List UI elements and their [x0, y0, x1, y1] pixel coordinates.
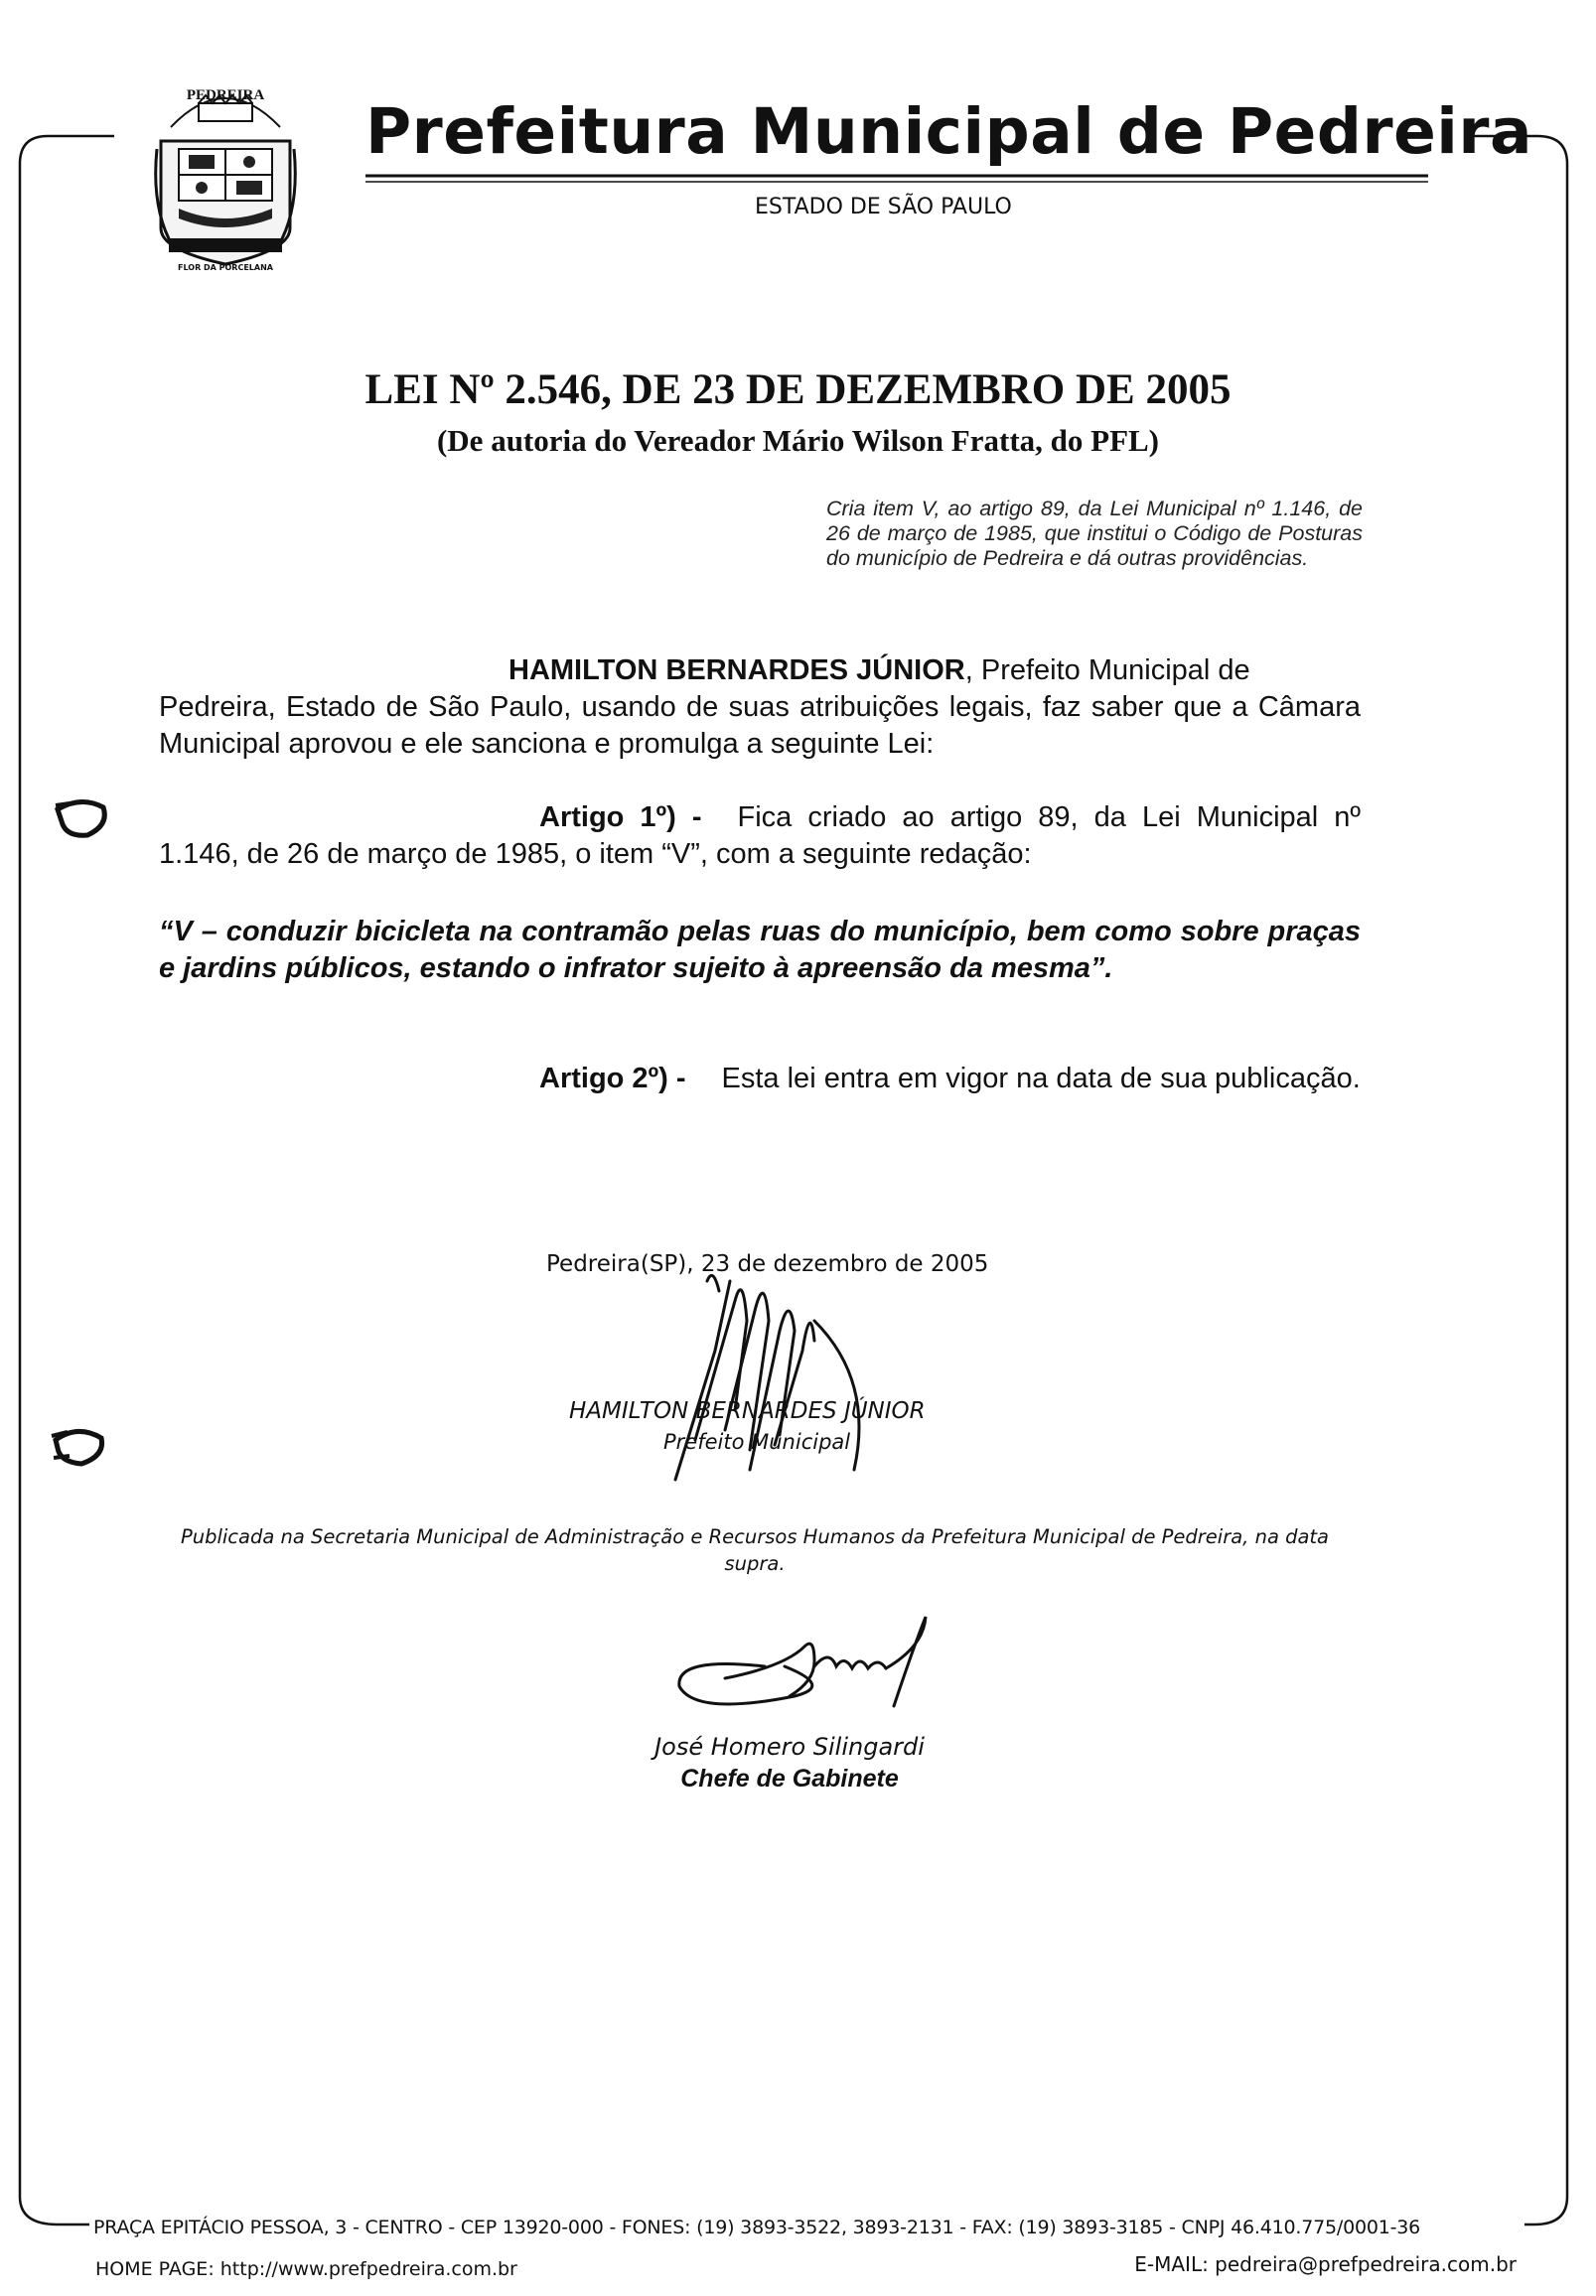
mayor-signature-name: HAMILTON BERNARDES JÚNIOR [569, 1398, 926, 1424]
law-ementa: Cria item V, ao artigo 89, da Lei Municipal nº 1.146, de 26 de março de 1985, que institui o Código de Posturas do município de Pedreira e dá outras providências. [826, 497, 1363, 570]
chief-handwritten-signature [665, 1607, 953, 1726]
article-1-text: Fica criado ao artigo 89, da Lei Municipal nº 1.146, de 26 de março de 1985, o item “V”, com a seguinte redação: [159, 801, 1361, 870]
mayor-handwritten-signature [616, 1261, 914, 1490]
quoted-item-v: “V – conduzir bicicleta na contramão pelas ruas do município, bem como sobre praças e jardins públicos, estando o infrator sujeito à apreensão da mesma”. [159, 916, 1361, 984]
enactment-paragraph [159, 652, 1361, 763]
chief-role: Chefe de Gabinete [680, 1765, 899, 1793]
article-1 [159, 799, 1361, 873]
law-author: (De autoria do Vereador Mário Wilson Fratta, do PFL) [436, 423, 1160, 458]
enactment-rest: Pedreira, Estado de São Paulo, usando de suas atribuições legais, faz saber que a Câmara Municipal aprovou e ele sanciona e promulga a seguinte Lei: [159, 691, 1361, 760]
punch-hole-mark-bottom [48, 1418, 111, 1474]
crest-text: PEDREIRA [186, 87, 265, 103]
publication-note: Publicada na Secretaria Municipal de Administração e Recursos Humanos da Prefeitura Municipal de Pedreira, na data supra. [180, 1525, 1330, 1575]
office-subtitle: ESTADO DE SÃO PAULO [755, 195, 1012, 219]
article-1-label: Artigo 1º) - [539, 801, 702, 833]
municipal-crest-logo [151, 70, 300, 278]
article-2 [159, 1061, 1361, 1097]
crest-motto: FLOR DA PORCELANA [178, 263, 273, 272]
footer-address: PRAÇA EPITÁCIO PESSOA, 3 - CENTRO - CEP 13920-000 - FONES: (19) 3893-3522, 3893-2131 - FAX: (19) 3893-3185 - CNPJ 46.410.775/0001-36 [93, 2217, 1421, 2238]
article-2-label: Artigo 2º) - [539, 1063, 686, 1094]
chief-name: José Homero Silingardi [654, 1733, 925, 1761]
footer-home-page[interactable]: HOME PAGE: http://www.prefpedreira.com.br [95, 2258, 517, 2280]
enactment-line1-rest: , Prefeito Municipal de [964, 654, 1250, 686]
mayor-name: HAMILTON BERNARDES JÚNIOR [508, 654, 965, 686]
article-2-text: Esta lei entra em vigor na data de sua publicação. [721, 1063, 1361, 1094]
place-and-date: Pedreira(SP), 23 de dezembro de 2005 [546, 1251, 989, 1277]
office-title: Prefeitura Municipal de Pedreira [365, 95, 1532, 168]
mayor-signature-role: Prefeito Municipal [663, 1430, 851, 1454]
punch-hole-mark-top [52, 791, 115, 847]
law-title: LEI Nº 2.546, DE 23 DE DEZEMBRO DE 2005 [364, 366, 1232, 413]
footer-email[interactable]: E-MAIL: pedreira@prefpedreira.com.br [1134, 2252, 1517, 2276]
